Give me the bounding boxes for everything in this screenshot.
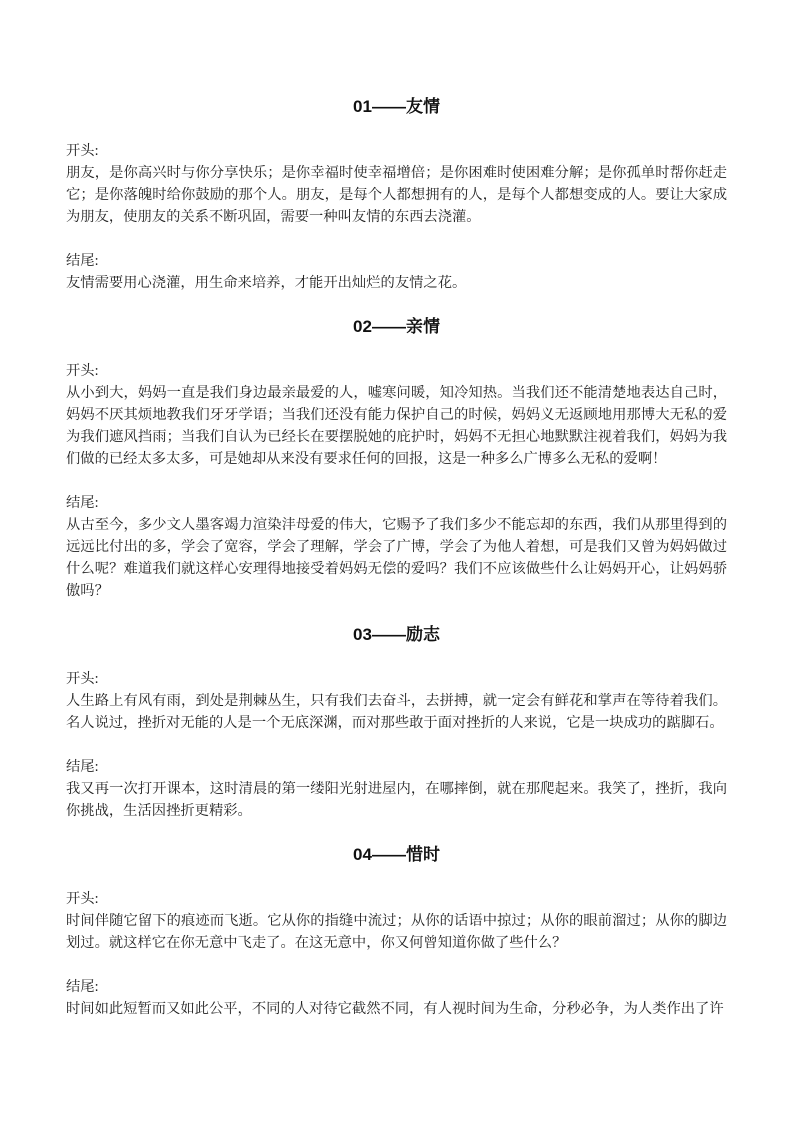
section-heading: 03——励志 [353,625,440,644]
closing-label: 结尾: [66,759,99,775]
closing-paragraph: 从古至今，多少文人墨客竭力渲染沣母爱的伟大，它赐予了我们多少不能忘却的东西，我们从那里得到的远远比付出的多，学会了宽容，学会了理解，学会了广博，学会了为他人着想，可是我们又曾为妈妈做过什么呢？难道我们就这样心安理得地接受着妈妈无偿的爱吗？我们不应该做些什么让妈妈开心，让妈妈骄傲吗？ [66,517,727,599]
closing-paragraph: 我又再一次打开课本，这时清晨的第一缕阳光射进屋内，在哪摔倒，就在那爬起来。我笑了，挫折，我向你挑战，生活因挫折更精彩。 [66,781,727,819]
opening-paragraph: 从小到大，妈妈一直是我们身边最亲最爱的人，嘘寒问暖，知冷知热。当我们还不能清楚地表达自己时，妈妈不厌其烦地教我们牙牙学语；当我们还没有能力保护自己的时候，妈妈义无返顾地用那博大无私的爱为我们遮风挡雨；当我们自认为已经长在要摆脱她的庇护时，妈妈不无担心地默默注视着我们，妈妈为我们做的已经太多太多，可是她却从来没有要求任何的回报，这是一种多么广博多么无私的爱啊！ [66,385,727,467]
section-friendship [66,96,727,294]
section-cherish-time [66,844,727,1020]
opening-paragraph: 时间伴随它留下的痕迹而飞逝。它从你的指缝中流过；从你的话语中掠过；从你的眼前溜过；从你的脚边划过。就这样它在你无意中飞走了。在这无意中，你又何曾知道你做了些什么？ [66,913,727,951]
closing-block [66,976,727,1020]
closing-label: 结尾: [66,979,99,995]
closing-label: 结尾: [66,253,99,269]
section-heading: 04——惜时 [353,845,440,864]
closing-block [66,492,727,602]
opening-block [66,360,727,470]
opening-block [66,888,727,954]
opening-paragraph: 朋友，是你高兴时与你分享快乐；是你幸福时使幸福增倍；是你困难时使困难分解；是你孤单时帮你赶走它；是你落魄时给你鼓励的那个人。朋友，是每个人都想拥有的人，是每个人都想变成的人。要让大家成为朋友，使朋友的关系不断巩固，需要一种叫友情的东西去浇灌。 [66,165,727,225]
closing-paragraph: 友情需要用心浇灌，用生命来培养，才能开出灿烂的友情之花。 [66,275,467,291]
opening-label: 开头: [66,891,99,907]
opening-block [66,140,727,228]
section-heading: 01——友情 [353,97,440,116]
closing-block [66,250,727,294]
opening-block [66,668,727,734]
opening-paragraph: 人生路上有风有雨，到处是荆棘丛生，只有我们去奋斗，去拼搏，就一定会有鲜花和掌声在等待着我们。名人说过，挫折对无能的人是一个无底深渊，而对那些敢于面对挫折的人来说，它是一块成功的踮脚石。 [66,693,727,731]
section-inspiration [66,624,727,822]
section-heading: 02——亲情 [353,317,440,336]
closing-paragraph: 时间如此短暂而又如此公平，不同的人对待它截然不同，有人视时间为生命，分秒必争，为人类作出了许 [66,1001,724,1017]
opening-label: 开头: [66,363,99,379]
section-family-love [66,316,727,602]
closing-label: 结尾: [66,495,99,511]
opening-label: 开头: [66,671,99,687]
opening-label: 开头: [66,143,99,159]
closing-block [66,756,727,822]
